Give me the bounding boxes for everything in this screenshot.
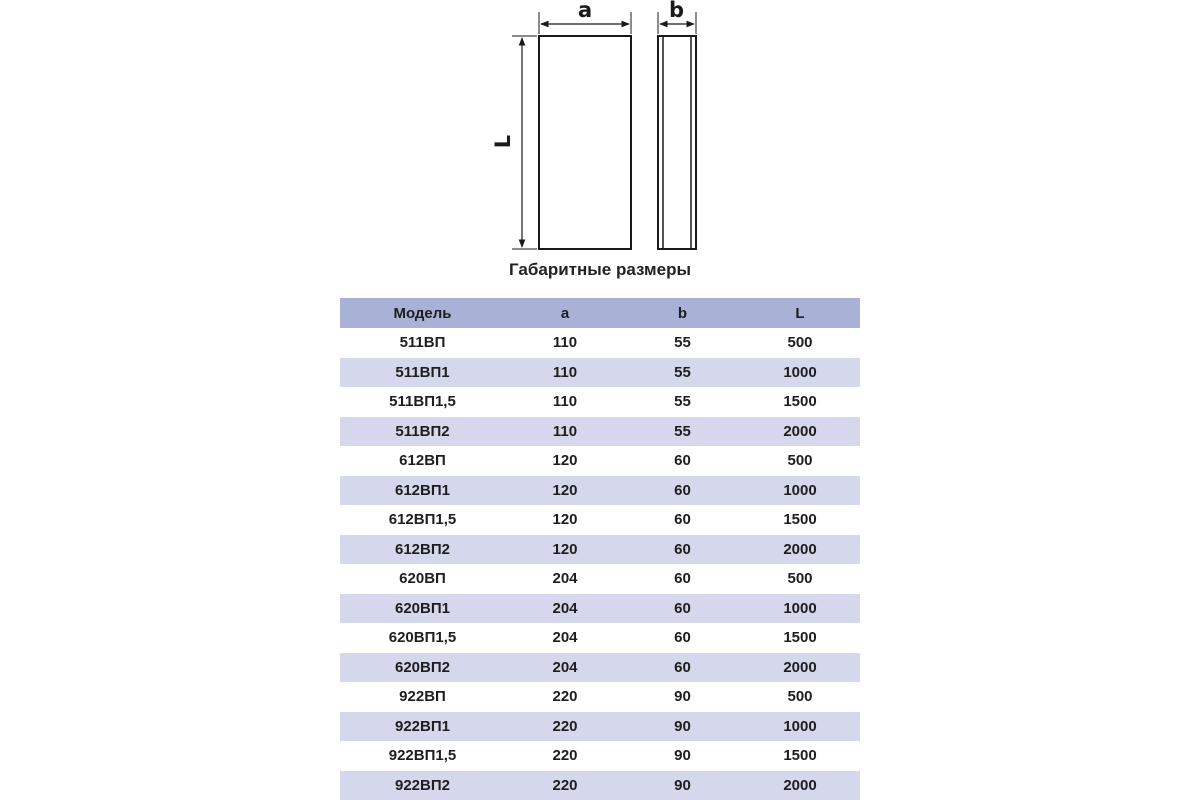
cell-L: 1000 [740,594,860,624]
cell-L: 500 [787,570,813,588]
cell-a: 120 [505,476,625,506]
cell-L: 2000 [740,771,860,800]
cell-b: 55 [674,393,691,411]
side-view [658,36,696,249]
cell-L: 500 [787,452,813,470]
cell-L: 1500 [783,393,817,411]
cell-b: 60 [625,476,740,506]
cell-L: 2000 [740,535,860,565]
table-row [340,682,860,712]
cell-model: 612ВП2 [340,535,505,565]
cell-model: 612ВП [399,452,446,470]
table-row [340,712,860,742]
cell-model: 922ВП [399,688,446,706]
cell-model: 620ВП1,5 [388,629,457,647]
cell-model: 922ВП1 [340,712,505,742]
cell-model: 612ВП1,5 [388,511,457,529]
cell-b: 60 [674,629,691,647]
cell-L: 1000 [740,476,860,506]
dimension-a-label: a [578,0,593,22]
cell-a: 110 [552,393,578,411]
cell-model: 612ВП1 [340,476,505,506]
cell-model: 620ВП2 [340,653,505,683]
cell-b: 90 [625,771,740,800]
column-header-model: Модель [340,298,505,328]
cell-b: 55 [625,417,740,447]
cell-L: 1500 [783,629,817,647]
cell-a: 220 [505,712,625,742]
dimension-b-label: b [669,0,685,22]
cell-a: 204 [505,653,625,683]
column-header-a: a [505,298,625,328]
cell-a: 120 [505,535,625,565]
table-row [340,594,860,624]
diagram-caption: Габаритные размеры [509,260,691,279]
cell-a: 120 [552,511,578,529]
cell-b: 90 [674,747,691,765]
cell-model: 620ВП [399,570,446,588]
cell-L: 500 [787,334,813,352]
cell-a: 120 [552,452,578,470]
cell-L: 1000 [740,712,860,742]
cell-b: 60 [625,594,740,624]
cell-model: 511ВП1,5 [389,393,456,411]
cell-model: 922ВП1,5 [388,747,457,765]
cell-a: 110 [505,417,625,447]
cell-L: 2000 [740,417,860,447]
cell-b: 55 [625,358,740,388]
dimensions-table [340,298,860,800]
cell-a: 220 [552,747,578,765]
cell-L: 500 [787,688,813,706]
table-body [340,328,860,800]
table-row [340,535,860,565]
cell-b: 90 [674,688,691,706]
table-row [340,771,860,800]
table-row [340,358,860,388]
table-row [340,623,860,653]
dimension-diagram [0,0,1200,260]
cell-model: 511ВП1 [340,358,505,388]
cell-model: 511ВП2 [340,417,505,447]
table-row [340,741,860,771]
table-row [340,476,860,506]
dimension-L-line [512,36,537,249]
table-row [340,653,860,683]
cell-b: 60 [674,452,691,470]
cell-b: 90 [625,712,740,742]
cell-L: 1500 [783,747,817,765]
cell-model: 620ВП1 [340,594,505,624]
cell-b: 60 [674,511,691,529]
table-row [340,505,860,535]
table-row [340,446,860,476]
cell-a: 220 [552,688,578,706]
cell-a: 110 [552,334,578,352]
cell-L: 1000 [740,358,860,388]
cell-model: 922ВП2 [340,771,505,800]
cell-L: 1500 [783,511,817,529]
cell-a: 204 [552,629,578,647]
cell-b: 60 [625,653,740,683]
cell-a: 204 [552,570,578,588]
table-header-row [340,298,860,328]
cell-a: 220 [505,771,625,800]
dimension-L-label: L [491,134,516,149]
table-row [340,387,860,417]
cell-b: 60 [625,535,740,565]
table-row [340,328,860,358]
cell-a: 110 [505,358,625,388]
cell-L: 2000 [740,653,860,683]
cell-a: 204 [505,594,625,624]
column-header-b: b [625,298,740,328]
front-view-rect [539,36,631,249]
cell-model: 511ВП [399,334,446,352]
table-row [340,417,860,447]
column-header-L: L [740,298,860,328]
cell-b: 55 [674,334,691,352]
table-row [340,564,860,594]
cell-b: 60 [674,570,691,588]
